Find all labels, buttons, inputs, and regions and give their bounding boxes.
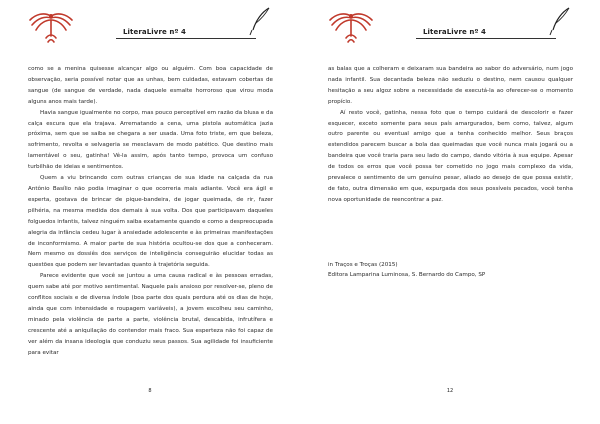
paragraph: Havia sangue igualmente no corpo, mas pouco perceptível em razão da blusa e da calça escura que ela trajava. Arrematando a cena, uma pistola automática jazia próxima, sem que se saiba se chegara a ser usada. Uma foto triste, em que beleza, sofrimento, revolta e selvageria se mesclavam de modo patético. Que destino mais lamentável o seu, gatinha! Vê-la assim, após tanto tempo, provoca um confuso turbilhão de ideias e sentimentos. xyxy=(28,109,273,171)
page-number: 8 xyxy=(148,388,152,394)
paragraph: Parece evidente que você se juntou a uma causa radical e às pessoas erradas, quem sabe até por motivo sentimental. Naquele país ansioso por resolver-se, pleno de conflitos sociais e de diversa índole (boa parte dos quais perdura até os dias de hoje, ainda que com intensidade e roupagem variáveis), a jovem escolheu seu caminho, minado pela violência de parte a parte, violência brutal, descabida, infrutífera e crescente até a aniquilação do contendor mais fraco. Sua esperteza não foi capaz de ver além da insana ideologia que conduziu seus passos. Sua agilidade foi insuficiente para evitar xyxy=(28,273,273,356)
page-number: 12 xyxy=(446,388,454,394)
paragraph: como se a menina quisesse alcançar algo ou alguém. Com boa capacidade de observação, seria possível notar que as unhas, bem cuidadas, estavam cobertas de sangue (de sangue de verdade, nada daquele esmalte horroroso que virou moda alguns anos mais tarde). xyxy=(28,66,273,105)
source-publisher: Editora Lamparina Luminosa, S. Bernardo do Campo, SP xyxy=(328,271,486,278)
header-rule xyxy=(116,38,256,39)
paragraph: Quem a viu brincando com outras crianças de sua idade na calçada da rua Antônio Basílio não podia imaginar o que ocorreria mais adiante. Você era ágil e esperta, gostava de brincar de pique-bandeira, de jogar queimada, de rir, fazer pilhéria, na mesma medida dos demais à sua volta. Dos que participavam daqueles folguedos infantis, talvez ninguém saiba exatamente quando e como a despreocupada alegria da infância cedeu lugar à ansiedade adolescente e às primeiras manifestações de inconformismo. A maior parte de sua história ocultou-se dos que a conheceram. Nem mesmo os dossiês dos serviços de inteligência conseguirão elucidar todas as questões que podem ser levantadas quanto à trajetória seguida. xyxy=(28,175,273,269)
body-text xyxy=(28,64,273,358)
magazine-title: LiteraLivre nº 4 xyxy=(423,28,487,36)
winged-logo-icon xyxy=(28,8,74,48)
page-header xyxy=(28,6,272,52)
body-text xyxy=(328,64,573,206)
paragraph: Aí resto você, gatinha, nessa foto que o tempo cuidará de descolorir e fazer esquecer, exceto somente para seus país amargurados, bem como, talvez, algum outro parente ou eventual amigo que a tenha conhecido melhor. Seus braços estendidos parecem buscar a bola das queimadas que você nunca mais jogará ou a bandeira que você traria para seu lado do campo, dando vitória à sua equipe. Apesar de todos os erros que você possa ter cometido no jogo mais complexo da vida, prevalece o sentimento de um genuíno pesar, aliado ao desejo de que possa existir, de fato, outra dimensão em que, expurgada dos seus possíveis pecados, você tenha nova oportunidade de reencontrar a paz. xyxy=(328,109,573,203)
quill-pen-icon xyxy=(548,6,572,36)
source-book: in Traços e Troças (2015) xyxy=(328,262,398,268)
quill-pen-icon xyxy=(248,6,272,36)
header-rule xyxy=(416,38,556,39)
source-citation xyxy=(328,261,573,280)
page-header xyxy=(328,6,572,52)
paragraph: as balas que a colheram e deixaram sua bandeira ao sabor do adversário, num jogo nada infantil. Sua decantada beleza não seduziu o destino, nem causou qualquer hesitação a seu algoz sobre a necessidade de executá-la ao oferecer-se o momento propício. xyxy=(328,66,573,105)
right-page xyxy=(300,0,600,424)
magazine-title: LiteraLivre nº 4 xyxy=(123,28,187,36)
winged-logo-icon xyxy=(328,8,374,48)
